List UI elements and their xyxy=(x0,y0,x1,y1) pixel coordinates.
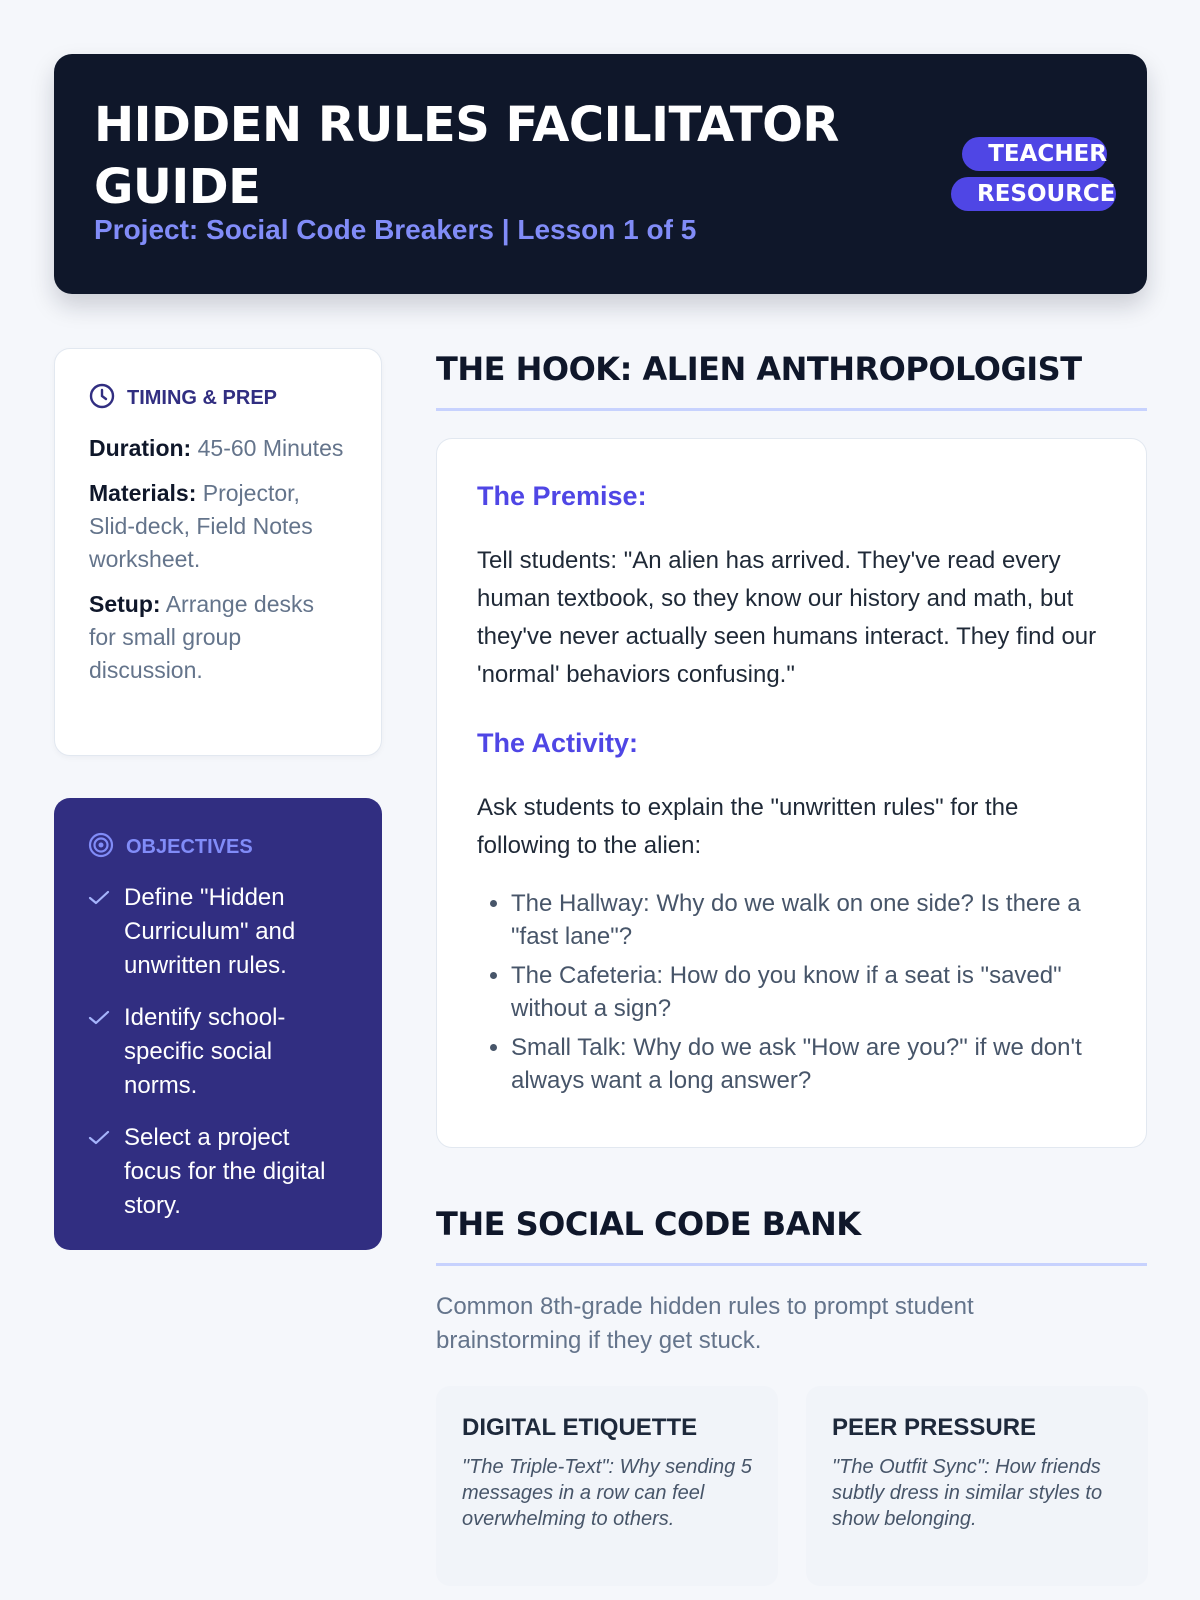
list-item: Select a project focus for the digital story. xyxy=(88,1121,348,1223)
premise-text: Tell students: "An alien has arrived. They've read every human textbook, so they know our history and math, but they've never actually seen humans interact. They find our 'normal' behaviors confusing." xyxy=(477,547,1097,688)
duration-row: Duration: 45-60 Minutes xyxy=(89,435,344,461)
activity-list xyxy=(477,887,1106,1097)
bank-section-title: THE SOCIAL CODE BANK xyxy=(436,1205,1147,1266)
hook-section-title: THE HOOK: ALIEN ANTHROPOLOGIST xyxy=(436,350,1147,411)
objectives-list xyxy=(88,881,348,1223)
objectives-card xyxy=(54,798,382,1250)
list-item: Identify school-specific social norms. xyxy=(88,1001,348,1103)
timing-heading: TIMING & PREP xyxy=(127,387,278,409)
teacher-resource-badge: TEACHER RESOURCE xyxy=(951,134,1107,214)
list-item: • The Cafeteria: How do you know if a seat is "saved" without a sign? xyxy=(511,959,1106,1025)
check-icon xyxy=(88,1121,110,1223)
bank-card-title: DIGITAL ETIQUETTE xyxy=(462,1414,698,1441)
list-item: • The Hallway: Why do we walk on one side? Is there a "fast lane"? xyxy=(511,887,1106,953)
activity-text: Ask students to explain the "unwritten rules" for the following to the alien: xyxy=(477,794,1019,859)
premise-heading: The Premise: xyxy=(477,481,647,511)
bank-intro: Common 8th-grade hidden rules to prompt student brainstorming if they get stuck. xyxy=(436,1293,974,1354)
list-item: • Small Talk: Why do we ask "How are you?" if we don't always want a long answer? xyxy=(511,1031,1106,1097)
check-icon xyxy=(88,881,110,983)
clock-icon xyxy=(89,383,115,414)
hook-card xyxy=(436,438,1147,1148)
page-subtitle: Project: Social Code Breakers | Lesson 1 of 5 xyxy=(94,214,697,245)
bank-card-digital-etiquette xyxy=(436,1386,778,1586)
list-item: Define "Hidden Curriculum" and unwritten rules. xyxy=(88,881,348,983)
setup-row: Setup: Arrange desks for small group discussion. xyxy=(89,591,314,683)
bank-card-peer-pressure xyxy=(806,1386,1148,1586)
guide-header xyxy=(54,54,1147,294)
check-icon xyxy=(88,1001,110,1103)
activity-heading: The Activity: xyxy=(477,728,639,758)
bank-card-title: PEER PRESSURE xyxy=(832,1414,1037,1441)
materials-row: Materials: Projector, Slid-deck, Field Notes worksheet. xyxy=(89,480,313,572)
bank-card-text: "The Triple-Text": Why sending 5 messages in a row can feel overwhelming to others. xyxy=(462,1456,752,1530)
objectives-heading: OBJECTIVES xyxy=(126,836,253,858)
target-icon xyxy=(88,832,114,863)
page-title: HIDDEN RULES FACILITATOR GUIDE xyxy=(94,97,839,215)
bank-card-text: "The Outfit Sync": How friends subtly dress in similar styles to show belonging. xyxy=(832,1456,1103,1530)
timing-prep-card xyxy=(54,348,382,756)
